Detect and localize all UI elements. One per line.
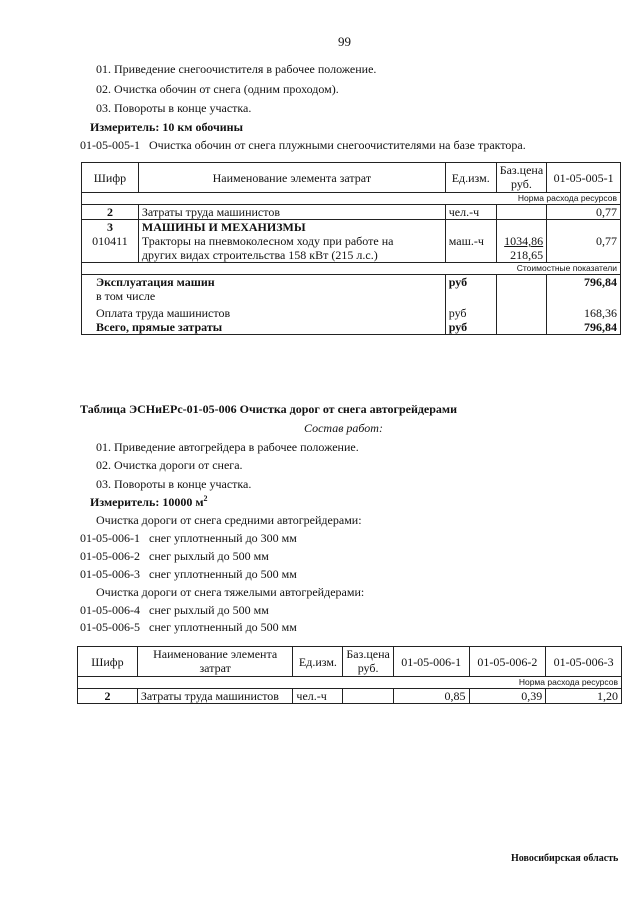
t1-r2-val: 0,77 <box>547 205 621 220</box>
t1-r3-code: 3 <box>82 220 139 235</box>
t2-sub2: Очистка дороги от снега тяжелыми автогрейдерами: <box>96 585 365 599</box>
t2-meter: Измеритель: 10000 $м^2$ <box>90 494 208 509</box>
t1-step-3: 03. Повороты в конце участка. <box>96 101 252 115</box>
t2-v2: 0,39 <box>469 689 546 704</box>
t1-t-unit: руб <box>445 320 496 335</box>
t1-r2-code: 2 <box>82 205 139 220</box>
t1-r3-name: МАШИНЫ И МЕХАНИЗМЫ <box>138 220 445 235</box>
t2-step-3: 03. Повороты в конце участка. <box>96 477 252 491</box>
t1-incl: в том числе <box>82 289 446 303</box>
t1-rm-price: 1034,86 218,65 <box>496 234 546 263</box>
t1-rm-name: Тракторы на пневмоколесном ходу при работе на других видах строительства 158 кВт (215 л.с.) <box>138 234 445 263</box>
t1-e-name: Эксплуатация машин <box>82 275 446 290</box>
t2-h-unit: Ед.изм. <box>293 647 343 677</box>
t1-rm-code: 010411 <box>82 234 139 263</box>
t1-h-name: Наименование элемента затрат <box>138 163 445 193</box>
t2-v1: 0,85 <box>393 689 469 704</box>
t2-item-1: 01-05-006-1 снег уплотненный до 300 мм <box>80 531 297 545</box>
page-number: 99 <box>338 34 351 49</box>
t1-h-col: 01-05-005-1 <box>547 163 621 193</box>
t1-meter: Измеритель: 10 км обочины <box>90 120 243 134</box>
t2-item-5: 01-05-006-5 снег уплотненный до 500 мм <box>80 620 297 634</box>
t1-code-line: 01-05-005-1 Очистка обочин от снега плужными снегоочистителями на базе трактора. <box>80 138 526 152</box>
t2-h-c2: 01-05-006-2 <box>469 647 546 677</box>
t1-t-val: 796,84 <box>547 320 621 335</box>
t1-t-name: Всего, прямые затраты <box>82 320 446 335</box>
t1-norm-label: Норма расхода ресурсов <box>82 193 621 205</box>
t2-h-code: Шифр <box>78 647 138 677</box>
t1-rm-val: 0,77 <box>547 234 621 263</box>
t2-r-name: Затраты труда машинистов <box>137 689 293 704</box>
t2-h-price: Баз.цена руб. <box>343 647 393 677</box>
t1-e-unit: руб <box>445 275 496 290</box>
t1-cost-label: Стоимостные показатели <box>82 263 621 275</box>
t1-r2-name: Затраты труда машинистов <box>138 205 445 220</box>
table-1 <box>81 162 621 335</box>
t1-step-2: 02. Очистка обочин от снега (одним проходом). <box>96 82 339 96</box>
t2-r-code: 2 <box>78 689 138 704</box>
t2-item-2: 01-05-006-2 снег рыхлый до 500 мм <box>80 549 269 563</box>
t1-e-val: 796,84 <box>547 275 621 290</box>
t2-item-4: 01-05-006-4 снег рыхлый до 500 мм <box>80 603 269 617</box>
t1-o-unit: руб <box>445 303 496 320</box>
t1-h-price: Баз.цена руб. <box>496 163 546 193</box>
footer-region: Новосибирская область <box>511 853 619 864</box>
t2-step-2: 02. Очистка дороги от снега. <box>96 458 243 472</box>
t1-h-unit: Ед.изм. <box>445 163 496 193</box>
t1-r2-unit: чел.-ч <box>445 205 496 220</box>
t2-h-c3: 01-05-006-3 <box>546 647 622 677</box>
t2-item-3: 01-05-006-3 снег уплотненный до 500 мм <box>80 567 297 581</box>
t2-norm-label: Норма расхода ресурсов <box>78 677 622 689</box>
t2-v3: 1,20 <box>546 689 622 704</box>
t2-sub1: Очистка дороги от снега средними автогрейдерами: <box>96 513 362 527</box>
t2-composition: Состав работ: <box>304 421 383 435</box>
t1-step-1: 01. Приведение снегоочистителя в рабочее положение. <box>96 62 377 76</box>
t1-rm-unit: маш.-ч <box>445 234 496 263</box>
t2-h-c1: 01-05-006-1 <box>393 647 469 677</box>
t1-o-name: Оплата труда машинистов <box>82 303 446 320</box>
t1-o-val: 168,36 <box>547 303 621 320</box>
table-2 <box>77 646 622 704</box>
t1-h-code: Шифр <box>82 163 139 193</box>
t2-r-unit: чел.-ч <box>293 689 343 704</box>
t2-h-name: Наименование элемента затрат <box>137 647 293 677</box>
t2-title: Таблица ЭСНиЕРс-01-05-006 Очистка дорог от снега автогрейдерами <box>80 402 458 416</box>
t2-step-1: 01. Приведение автогрейдера в рабочее положение. <box>96 440 359 454</box>
